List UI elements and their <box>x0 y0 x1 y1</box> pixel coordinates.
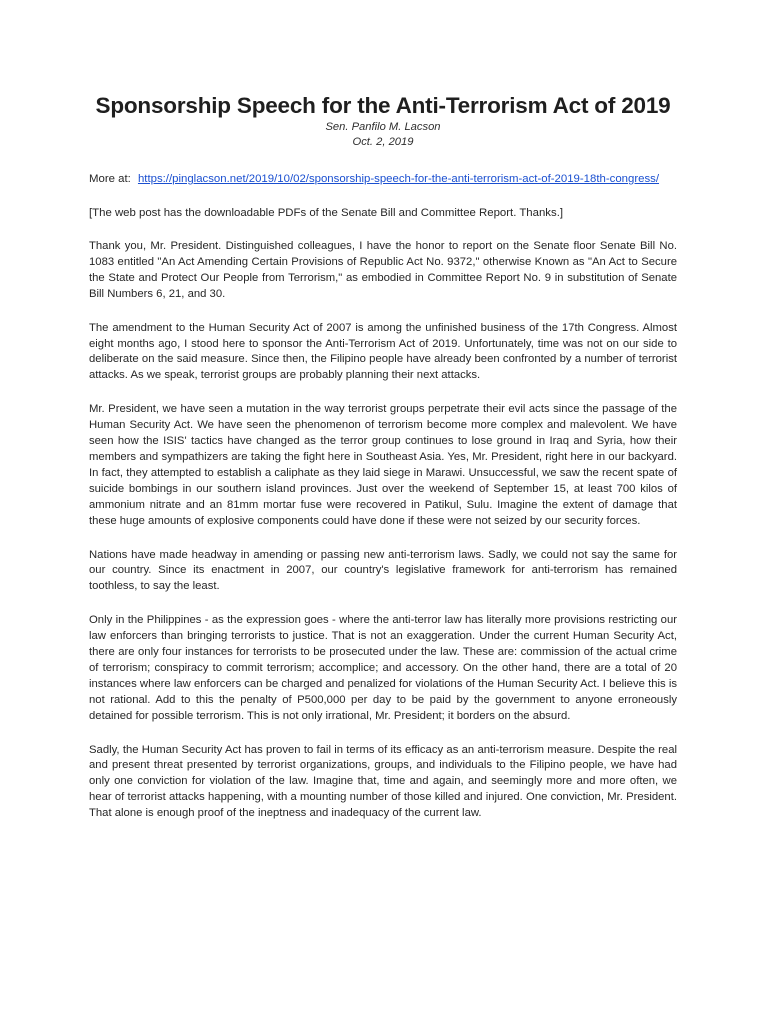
downloads-note: [The web post has the downloadable PDFs of the Senate Bill and Committee Report. Thanks.] <box>89 207 564 219</box>
date-line: Oct. 2, 2019 <box>352 136 414 148</box>
paragraph-2: The amendment to the Human Security Act of 2007 is among the unfinished business of the 17th Congress. Almost eight months ago, I stood here to sponsor the Anti-Terrorism Act of 2019. Unfortunately, time was not on our side to deliberate on the said measure. Since then, the Filipino people have already been confronted by a number of terrorist attacks. As we speak, terrorist groups are probably planning their next attacks. <box>89 321 677 382</box>
document-page <box>89 92 677 833</box>
more-at-line <box>89 171 677 187</box>
paragraph-4: Nations have made headway in amending or passing new anti-terrorism laws. Sadly, we could not say the same for our country. Since its enactment in 2007, our country's legislative framework for anti-terrorism has remained toothless, to say the least. <box>89 548 677 593</box>
author-line: Sen. Panfilo M. Lacson <box>325 121 441 133</box>
paragraph-3: Mr. President, we have seen a mutation in the way terrorist groups perpetrate their evil acts since the passage of the Human Security Act. We have seen the phenomenon of terrorism become more complex and malevolent. We have seen how the ISIS' tactics have changed as the terror group continues to lose ground in Iraq and Syria, how their members and sympathizers are taking the fight here in Southeast Asia. Yes, Mr. President, right here in our backyard. In fact, they attempted to establish a caliphate as they laid siege in Marawi. Unsuccessful, we saw the recent spate of suicide bombings in our southern island provinces. Just over the weekend of September 15, at least 700 kilos of ammonium nitrate and an 81mm mortar fuse were recovered in Patikul, Sulu. Imagine the extent of damage that these huge amounts of explosive components could have done if these were not seized by our security forces. <box>89 403 677 527</box>
more-at-label: More at: <box>89 173 131 185</box>
paragraph-6: Sadly, the Human Security Act has proven to fail in terms of its efficacy as an anti-terrorism measure. Despite the real and present threat presented by terrorist organizations, groups, and individuals to the Filipino people, we have had only one conviction for violation of the law. Imagine that, time and again, and seemingly more and more often, we hear of terrorist attacks happening, with a mounting number of those killed and injured. One conviction, Mr. President. That alone is enough proof of the ineptness and inadequacy of the current law. <box>89 743 677 820</box>
paragraph-1: Thank you, Mr. President. Distinguished colleagues, I have the honor to report on the Senate floor Senate Bill No. 1083 entitled "An Act Amending Certain Provisions of Republic Act No. 9372," otherwise Known as "An Act to Secure the State and Protect Our People from Terrorism," as embodied in Committee Report No. 9 in substitution of Senate Bill Numbers 6, 21, and 30. <box>89 240 677 300</box>
source-link[interactable]: https://pinglacson.net/2019/10/02/sponsorship-speech-for-the-anti-terrorism-act-of-2019-18th-congress/ <box>137 173 660 185</box>
paragraph-5: Only in the Philippines - as the expression goes - where the anti-terror law has literally more provisions restricting our law enforcers than bringing terrorists to justice. That is not an exaggeration. Under the current Human Security Act, there are only four instances for terrorists to be prosecuted under the law. These are: commission of the actual crime of terrorism; conspiracy to commit terrorism; accomplice; and accessory. On the other hand, there are a total of 20 instances where law enforcers can be charged and penalized for violations of the Human Security Act. I believe this is not rational. Add to this the penalty of P500,000 per day to be paid by the government to anyone erroneously detained for possible terrorism. This is not only irrational, Mr. President; it borders on the absurd. <box>89 614 677 722</box>
document-title: Sponsorship Speech for the Anti-Terrorism Act of 2019 <box>95 93 671 118</box>
